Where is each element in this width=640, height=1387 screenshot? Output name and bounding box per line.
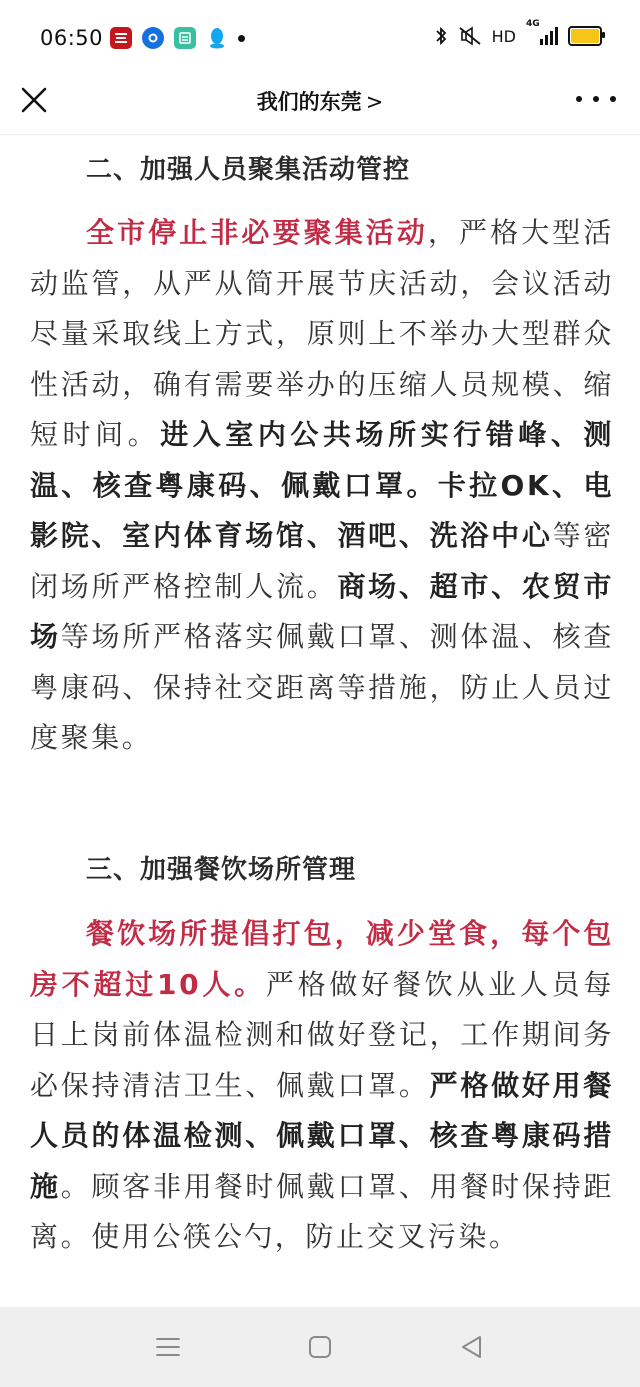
more-icon-dot bbox=[576, 96, 582, 102]
back-button[interactable] bbox=[458, 1333, 486, 1361]
para2-seg: 商场、超市、农贸市场 bbox=[30, 569, 614, 653]
page-title-text: 我们的东莞 bbox=[256, 90, 362, 114]
browser-app-icon bbox=[142, 27, 164, 49]
page-title[interactable] bbox=[0, 86, 640, 116]
para2-seg: 全市停止非必要聚集活动 bbox=[86, 216, 428, 249]
para2-seg: 进入室内公共场所实行错峰、测温、核查粤康码、佩戴口罩。卡拉OK、电影院、室内体育场馆、酒吧、洗浴中心 bbox=[30, 418, 614, 552]
news-app-icon bbox=[110, 27, 132, 49]
home-icon bbox=[306, 1333, 334, 1361]
battery-icon bbox=[568, 26, 602, 46]
recent-apps-button[interactable] bbox=[154, 1333, 182, 1361]
home-button[interactable] bbox=[306, 1333, 334, 1361]
section-3-paragraph bbox=[30, 909, 614, 1263]
signal-icon bbox=[526, 19, 558, 45]
more-button[interactable] bbox=[576, 84, 616, 114]
mute-icon bbox=[458, 26, 482, 46]
network-type: 4G bbox=[526, 19, 540, 29]
para3-seg: 严格做好用餐人员的体温检测、佩戴口罩、核查粤康码措施 bbox=[30, 1068, 614, 1203]
para2-seg: 等密闭场所严格控制人流。 bbox=[30, 519, 615, 603]
section-heading-3: 三、加强餐饮场所管理 bbox=[86, 855, 357, 885]
hd-indicator: HD bbox=[491, 26, 516, 46]
status-time: 06:50 bbox=[40, 26, 104, 50]
nav-bar bbox=[0, 72, 640, 135]
para2-seg: 等场所严格落实佩戴口罩、测体温、核查粤康码、保持社交距离等措施，防止人员过度聚集。 bbox=[30, 620, 614, 754]
para3-seg: 餐饮场所提倡打包，减少堂食，每个包房不超过10人。 bbox=[30, 917, 614, 1001]
system-nav-bar bbox=[0, 1307, 640, 1387]
more-icon-dot bbox=[593, 96, 599, 102]
back-icon bbox=[458, 1333, 486, 1361]
bluetooth-icon bbox=[434, 26, 448, 46]
qq-app-icon bbox=[206, 27, 228, 49]
chevron-right-icon: > bbox=[365, 90, 384, 114]
para3-seg: 。顾客非用餐时佩戴口罩、用餐时保持距离。使用公筷公勺，防止交叉污染。 bbox=[30, 1169, 614, 1253]
calculator-app-icon bbox=[174, 27, 196, 49]
para2-seg: ，严格大型活动监管，从严从简开展节庆活动，会议活动尽量采取线上方式，原则上不举办大型群众性活动，确有需要举办的压缩人员规模、缩短时间。 bbox=[30, 216, 614, 451]
more-icon-dot bbox=[610, 96, 616, 102]
section-2-paragraph bbox=[30, 208, 614, 764]
notification-icons bbox=[110, 27, 245, 49]
section-heading-2: 二、加强人员聚集活动管控 bbox=[86, 155, 411, 185]
article-content bbox=[0, 135, 640, 1307]
system-indicators bbox=[434, 19, 602, 46]
status-bar bbox=[0, 0, 640, 72]
more-notifications-dot bbox=[238, 35, 245, 42]
menu-icon bbox=[154, 1333, 182, 1361]
para3-seg: 严格做好餐饮从业人员每日上岗前体温检测和做好登记，工作期间务必保持清洁卫生、佩戴口罩。 bbox=[30, 967, 615, 1102]
